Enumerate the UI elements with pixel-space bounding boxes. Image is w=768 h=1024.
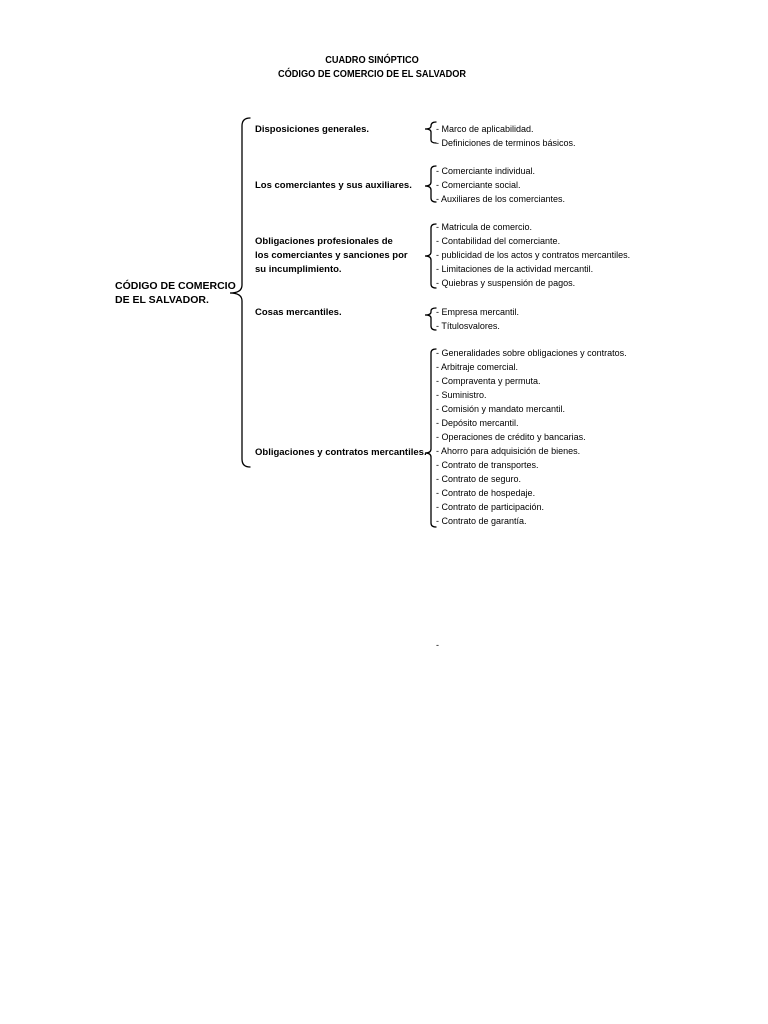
list-item: - Marco de aplicabilidad. <box>436 124 534 134</box>
group-brace <box>425 224 436 288</box>
list-item: - Títulosvalores. <box>436 321 500 331</box>
category-label: Obligaciones y contratos mercantiles. <box>255 447 427 458</box>
list-item: - Compraventa y permuta. <box>436 376 541 386</box>
list-item: - Quiebras y suspensión de pagos. <box>436 278 576 288</box>
list-item: - Depósito mercantil. <box>436 418 519 428</box>
diagram-subtitle: CÓDIGO DE COMERCIO DE EL SALVADOR <box>277 69 467 80</box>
diagram-title: CUADRO SINÓPTICO <box>325 55 419 66</box>
list-item: - Ahorro para adquisición de bienes. <box>436 446 581 456</box>
list-item: - Contrato de seguro. <box>436 474 522 484</box>
group-brace <box>425 122 436 143</box>
main-brace <box>230 118 250 467</box>
category-label: Cosas mercantiles. <box>255 307 342 318</box>
list-item: - Contrato de hospedaje. <box>436 488 536 498</box>
list-item: - Contrato de garantía. <box>436 516 527 526</box>
list-item: - publicidad de los actos y contratos mercantiles. <box>436 250 631 260</box>
root-label-line: CÓDIGO DE COMERCIO <box>115 280 236 292</box>
list-item: - Operaciones de crédito y bancarias. <box>436 432 586 442</box>
list-item: - Comisión y mandato mercantil. <box>436 404 566 414</box>
list-item: - Generalidades sobre obligaciones y contratos. <box>436 348 627 358</box>
category-label: Los comerciantes y sus auxiliares. <box>255 180 412 191</box>
list-item: - Comerciante social. <box>436 180 521 190</box>
group-brace <box>425 166 436 202</box>
list-item: - Empresa mercantil. <box>436 307 520 317</box>
list-item: - Matricula de comercio. <box>436 222 533 232</box>
category-label: su incumplimiento. <box>255 264 342 275</box>
list-item: - Comerciante individual. <box>436 166 536 176</box>
list-item: - Contrato de transportes. <box>436 460 539 470</box>
category-label: Disposiciones generales. <box>255 124 370 135</box>
root-label-line: DE EL SALVADOR. <box>115 294 209 306</box>
list-item: - Contrato de participación. <box>436 502 545 512</box>
list-item: - Arbitraje comercial. <box>436 362 519 372</box>
list-item: - Auxiliares de los comerciantes. <box>436 194 566 204</box>
list-item: - Limitaciones de la actividad mercantil. <box>436 264 594 274</box>
list-item: - Contabilidad del comerciante. <box>436 236 561 246</box>
category-label: Obligaciones profesionales de <box>255 236 393 247</box>
category-label: los comerciantes y sanciones por <box>255 250 408 261</box>
list-item: - Suministro. <box>436 390 487 400</box>
group-brace <box>425 308 436 330</box>
group-brace <box>425 349 436 527</box>
list-item: - Definiciones de terminos básicos. <box>436 138 576 148</box>
stray-mark: - <box>436 640 439 650</box>
